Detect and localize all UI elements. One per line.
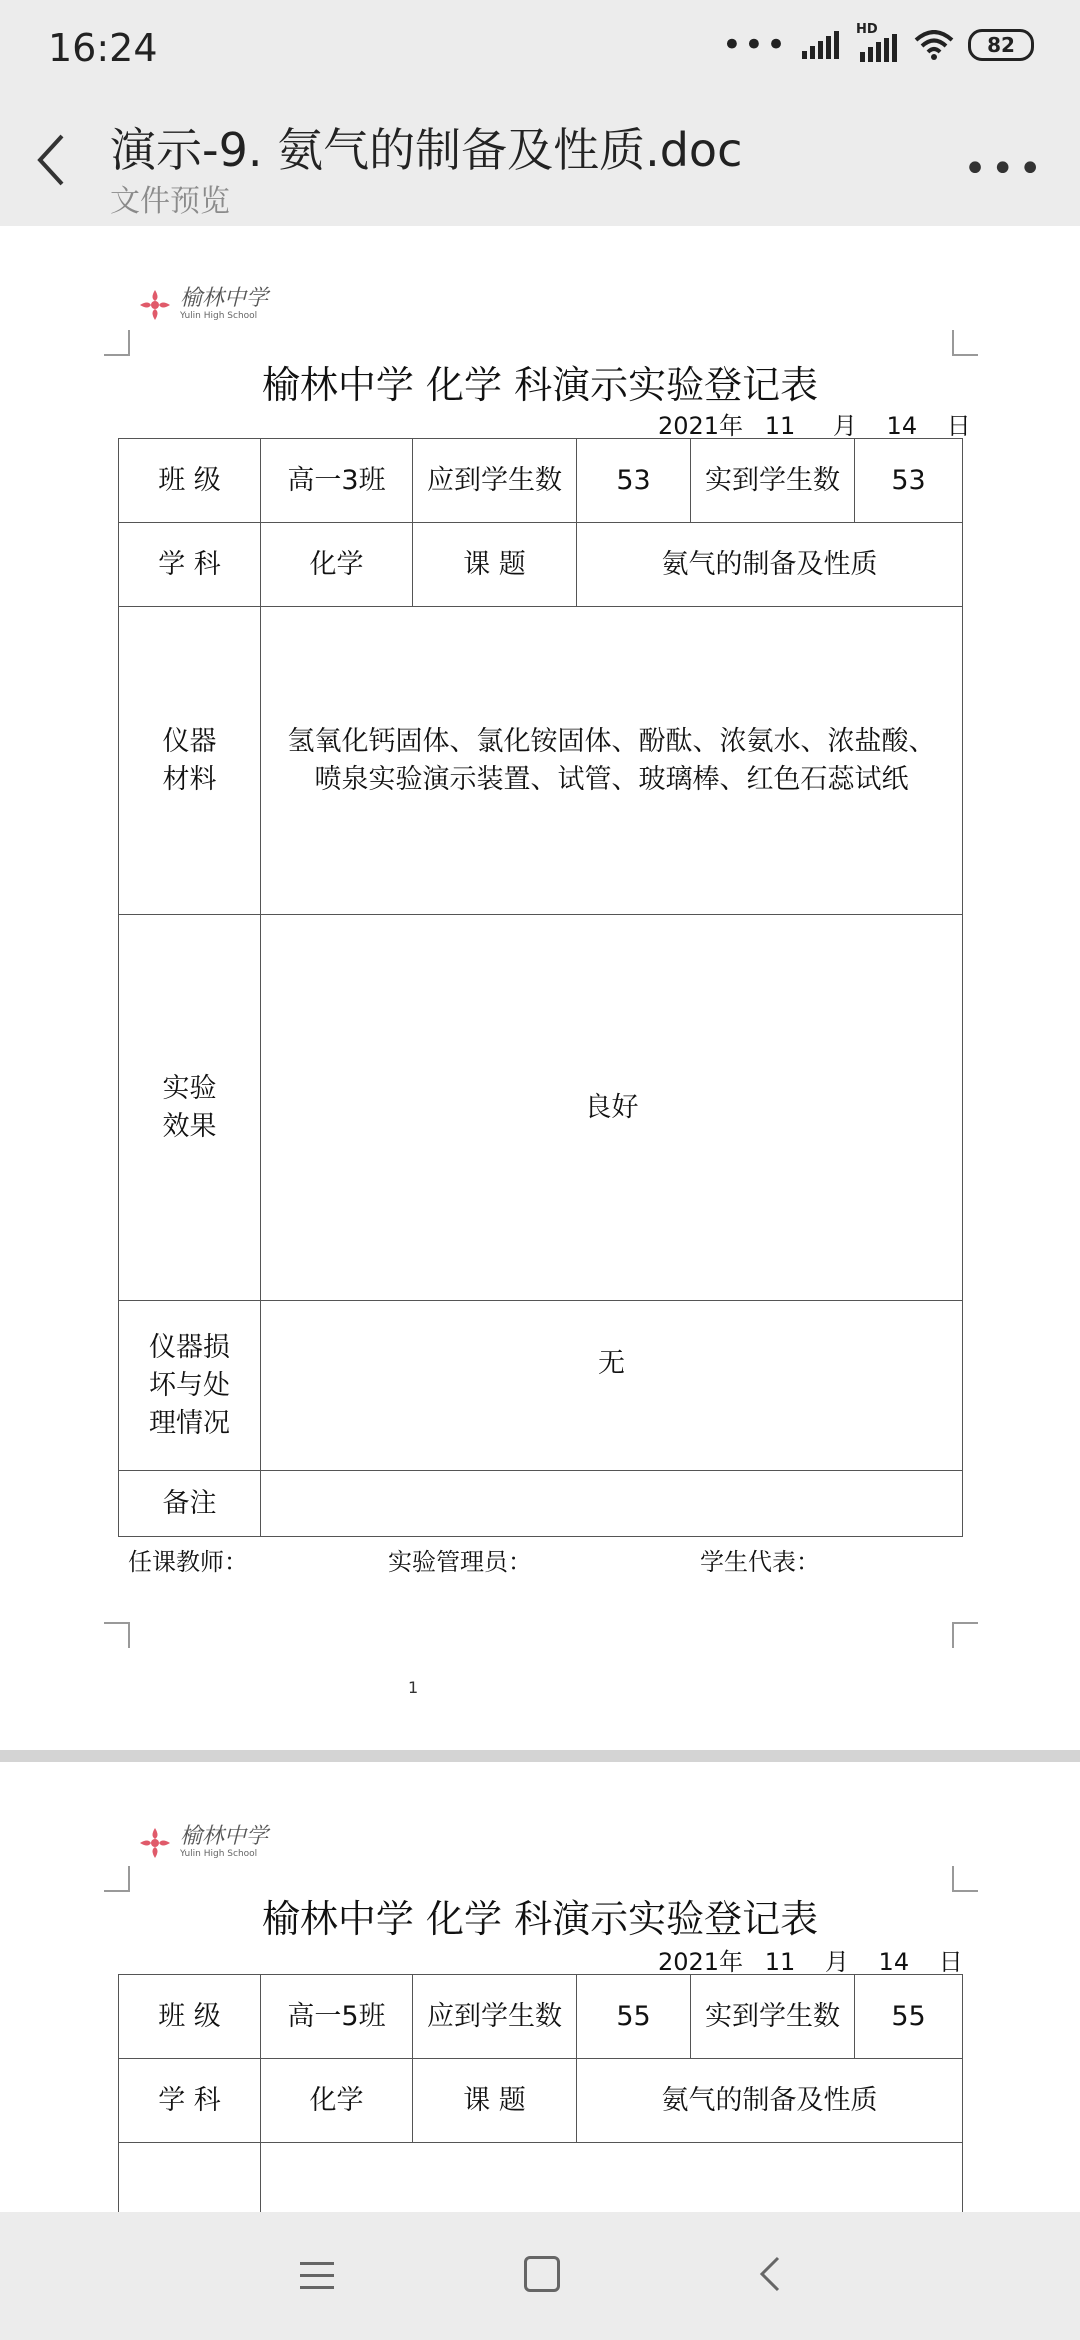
damage-label-line: 理情况	[149, 1407, 230, 1439]
damage-label	[119, 1301, 261, 1471]
flower-logo-icon	[138, 1826, 172, 1860]
back-arrow-icon[interactable]	[32, 130, 72, 190]
logo-cn-text: 榆林中学	[180, 1824, 269, 1849]
materials-line: 氢氧化钙固体、氯化铵固体、酚酞、浓氨水、浓盐酸、	[287, 725, 936, 757]
actual-label: 实到学生数	[691, 439, 855, 523]
flower-logo-icon	[138, 288, 172, 322]
crop-mark	[952, 330, 978, 356]
page-divider	[0, 1750, 1080, 1762]
crop-mark	[952, 1622, 978, 1648]
signal-icon	[802, 31, 842, 59]
wifi-icon	[914, 30, 954, 60]
table-row	[119, 1975, 963, 2059]
subject-value: 化学	[261, 523, 413, 607]
logo-cn-text: 榆林中学	[180, 286, 269, 311]
expected-value: 53	[577, 439, 691, 523]
battery-level: 82	[987, 33, 1015, 57]
registration-table	[118, 438, 963, 1537]
expected-value: 55	[577, 1975, 691, 2059]
status-bar	[0, 0, 1080, 96]
crop-mark	[104, 330, 130, 356]
remarks-value	[261, 1471, 963, 1537]
more-icon[interactable]: •••	[963, 146, 1046, 192]
actual-label: 实到学生数	[691, 1975, 855, 2059]
crop-mark	[104, 1622, 130, 1648]
topic-label: 课 题	[413, 523, 577, 607]
table-cell	[119, 2143, 261, 2223]
document-title: 演示-9. 氨气的制备及性质.doc	[110, 123, 743, 177]
date-day-unit: 日	[938, 1948, 963, 1976]
title-bar	[0, 96, 1080, 226]
nav-back-icon[interactable]	[756, 2254, 786, 2294]
class-value: 高一5班	[261, 1975, 413, 2059]
materials-label-line: 仪器	[162, 725, 217, 757]
materials-line: 喷泉实验演示装置、试管、玻璃棒、红色石蕊试纸	[314, 763, 909, 795]
materials-label-line: 材料	[162, 763, 217, 795]
teacher-signature-label: 任课教师：	[128, 1548, 248, 1576]
table-row	[119, 1471, 963, 1537]
table-row	[119, 2143, 963, 2223]
materials-value	[261, 607, 963, 915]
date-month-unit: 月	[824, 1948, 849, 1976]
form-title: 榆林中学 化学 科演示实验登记表	[261, 1897, 819, 1941]
effect-label	[119, 915, 261, 1301]
document-page-1	[0, 226, 1080, 1750]
table-row	[119, 523, 963, 607]
damage-label-line: 坏与处	[149, 1369, 230, 1401]
admin-signature-label: 实验管理员：	[388, 1548, 532, 1576]
effect-label-line: 实验	[162, 1072, 217, 1104]
school-logo	[138, 288, 268, 322]
battery-icon	[968, 29, 1034, 61]
topic-value: 氨气的制备及性质	[577, 2059, 963, 2143]
form-date	[658, 406, 971, 441]
registration-table	[118, 1974, 963, 2223]
logo-en-text: Yulin High School	[180, 311, 258, 321]
effect-value: 良好	[261, 915, 963, 1301]
page-number: 1	[408, 1678, 419, 1697]
remarks-label: 备注	[119, 1471, 261, 1537]
damage-label-line: 仪器损	[149, 1331, 230, 1363]
class-label: 班 级	[119, 439, 261, 523]
school-logo	[138, 1826, 268, 1860]
date-day-unit: 日	[946, 412, 971, 440]
table-row	[119, 915, 963, 1301]
hd-label: HD	[856, 22, 878, 37]
hd-signal	[856, 22, 900, 62]
table-row	[119, 439, 963, 523]
status-icons	[721, 22, 1034, 65]
class-value: 高一3班	[261, 439, 413, 523]
form-date	[658, 1942, 963, 1977]
expected-label: 应到学生数	[413, 1975, 577, 2059]
expected-label: 应到学生数	[413, 439, 577, 523]
notification-dots-icon: •••	[721, 25, 788, 65]
form-title: 榆林中学 化学 科演示实验登记表	[261, 363, 819, 407]
table-row	[119, 2059, 963, 2143]
actual-value: 55	[855, 1975, 963, 2059]
menu-icon[interactable]	[300, 2262, 334, 2298]
home-icon[interactable]	[524, 2256, 560, 2292]
topic-label: 课 题	[413, 2059, 577, 2143]
materials-label	[119, 607, 261, 915]
date-day: 14	[878, 1948, 910, 1976]
document-page-2	[0, 1762, 1080, 2212]
date-month: 11	[764, 412, 796, 440]
date-month: 11	[764, 1948, 796, 1976]
table-cell	[261, 2143, 963, 2223]
system-nav-bar	[0, 2212, 1080, 2340]
student-signature-label: 学生代表：	[700, 1548, 820, 1576]
subject-value: 化学	[261, 2059, 413, 2143]
subject-label: 学 科	[119, 2059, 261, 2143]
date-day: 14	[886, 412, 918, 440]
date-year: 2021年	[658, 412, 744, 440]
logo-en-text: Yulin High School	[180, 1849, 258, 1859]
table-row	[119, 1301, 963, 1471]
date-month-unit: 月	[832, 412, 857, 440]
class-label: 班 级	[119, 1975, 261, 2059]
subject-label: 学 科	[119, 523, 261, 607]
status-time: 16:24	[48, 26, 158, 70]
table-row	[119, 607, 963, 915]
topic-value: 氨气的制备及性质	[577, 523, 963, 607]
date-year: 2021年	[658, 1948, 744, 1976]
actual-value: 53	[855, 439, 963, 523]
damage-value: 无	[261, 1301, 963, 1471]
signal-hd-icon	[860, 34, 900, 62]
document-subtitle: 文件预览	[110, 184, 230, 219]
effect-label-line: 效果	[162, 1110, 217, 1142]
